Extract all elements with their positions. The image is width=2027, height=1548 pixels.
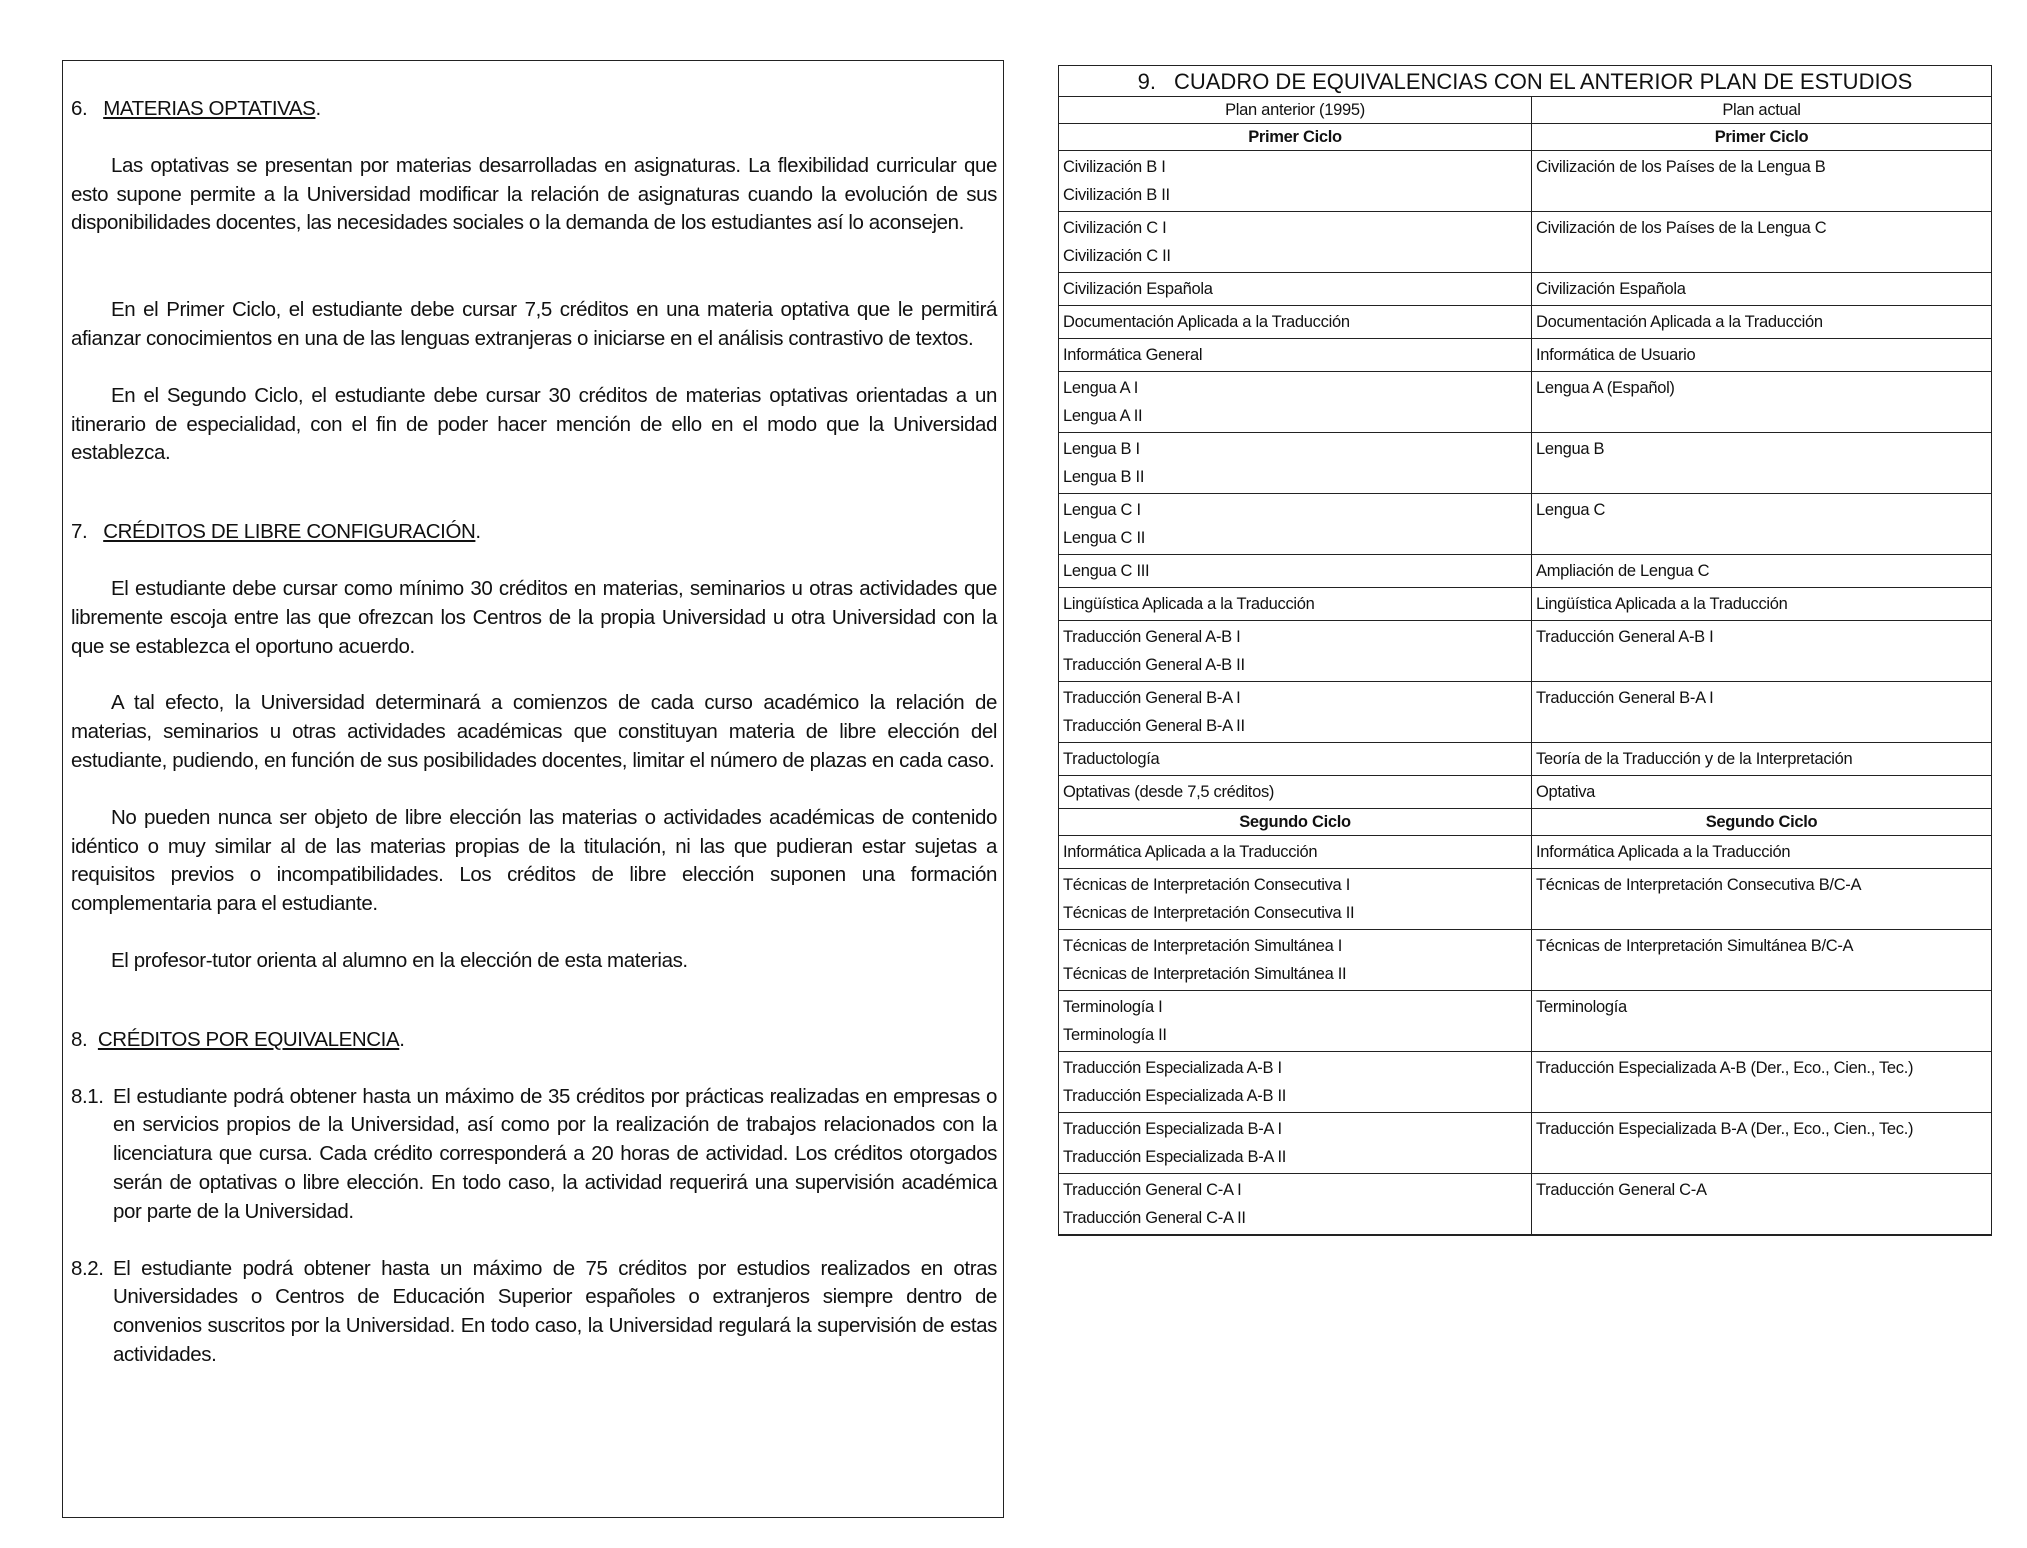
current-plan-cell xyxy=(1532,588,1992,621)
old-plan-cell xyxy=(1059,494,1532,555)
current-subject: Teoría de la Traducción y de la Interpretación xyxy=(1536,750,1853,768)
old-plan-cell xyxy=(1059,273,1532,306)
old-subject: Optativas (desde 7,5 créditos) xyxy=(1063,783,1275,801)
equivalence-table-panel xyxy=(1058,65,1992,1236)
section-7-title: CRÉDITOS DE LIBRE CONFIGURACIÓN xyxy=(103,520,476,544)
old-subject: Traducción Especializada A-B II xyxy=(1063,1087,1287,1105)
table-row xyxy=(1059,433,1991,494)
table-row xyxy=(1059,212,1991,273)
table-row xyxy=(1059,682,1991,743)
section-8-item-2 xyxy=(71,1255,997,1370)
old-subject: Lengua C I xyxy=(1063,501,1141,519)
current-plan-cell xyxy=(1532,212,1992,273)
cycle-2-header-new: Segundo Ciclo xyxy=(1532,809,1992,836)
old-subject: Traducción General C-A I xyxy=(1063,1181,1242,1199)
old-subject: Lengua C II xyxy=(1063,529,1146,547)
old-plan-cell xyxy=(1059,836,1532,869)
section-6-para-2: En el Primer Ciclo, el estudiante debe cursar 7,5 créditos en una materia optativa que le permitirá afianzar conocimientos en una de las lenguas extranjeras o iniciarse en el análisis contrastivo de textos. xyxy=(71,298,997,350)
table-row xyxy=(1059,1052,1991,1113)
section-9-number: 9. xyxy=(1137,69,1156,94)
old-plan-cell xyxy=(1059,1052,1532,1113)
cycle-1-header-new: Primer Ciclo xyxy=(1532,124,1992,151)
old-plan-cell xyxy=(1059,372,1532,433)
table-row xyxy=(1059,372,1991,433)
old-plan-cell xyxy=(1059,339,1532,372)
section-7-number: 7. xyxy=(71,520,88,544)
old-plan-cell xyxy=(1059,212,1532,273)
current-plan-cell xyxy=(1532,273,1992,306)
cycle-1-header-old: Primer Ciclo xyxy=(1059,124,1532,151)
section-6-para-1: Las optativas se presentan por materias desarrolladas en asignaturas. La flexibilidad curricular que esto supone permite a la Universidad modificar la relación de asignaturas cuando la evolución de sus disponibilidades docentes, las necesidades sociales o la demanda de los estudiantes así lo aconsejen. xyxy=(71,153,997,235)
cycle-1-header-row xyxy=(1059,124,1991,151)
old-subject: Técnicas de Interpretación Consecutiva II xyxy=(1063,904,1355,922)
current-subject: Técnicas de Interpretación Consecutiva B/C-A xyxy=(1536,876,1862,894)
current-subject: Documentación Aplicada a la Traducción xyxy=(1536,313,1823,331)
column-header-old-plan: Plan anterior (1995) xyxy=(1059,97,1532,124)
table-row xyxy=(1059,494,1991,555)
table-row xyxy=(1059,339,1991,372)
old-subject: Lengua A I xyxy=(1063,379,1138,397)
table-row xyxy=(1059,743,1991,776)
old-plan-cell xyxy=(1059,588,1532,621)
current-subject: Técnicas de Interpretación Simultánea B/C-A xyxy=(1536,937,1854,955)
old-subject: Civilización B I xyxy=(1063,158,1166,176)
equivalence-table-title xyxy=(1059,66,1991,97)
column-header-row xyxy=(1059,97,1991,124)
current-subject: Informática Aplicada a la Traducción xyxy=(1536,843,1791,861)
current-plan-cell xyxy=(1532,743,1992,776)
section-7-heading: 7. CRÉDITOS DE LIBRE CONFIGURACIÓN. xyxy=(71,518,997,547)
current-plan-cell xyxy=(1532,1113,1992,1174)
table-row xyxy=(1059,273,1991,306)
section-8-item-2-text: El estudiante podrá obtener hasta un máximo de 75 créditos por estudios realizados en otras Universidades o Centros de Educación Superior españoles o extranjeros siempre dentro de convenios suscritos por la Universidad. En todo caso, la Universidad regulará la supervisión de estas actividades. xyxy=(113,1256,997,1366)
current-plan-cell xyxy=(1532,621,1992,682)
current-subject: Informática de Usuario xyxy=(1536,346,1696,364)
current-plan-cell xyxy=(1532,991,1992,1052)
section-7-para-2: A tal efecto, la Universidad determinará a comienzos de cada curso académico la relación de materias, seminarios u otras actividades académicas que constituyan materia de libre elección del estudiante, pudiendo, en función de sus posibilidades docentes, limitar el número de plazas en cada caso. xyxy=(71,691,997,772)
current-subject: Traducción Especializada B-A (Der., Eco., Cien., Tec.) xyxy=(1536,1120,1914,1138)
old-subject: Lengua B II xyxy=(1063,468,1145,486)
table-row xyxy=(1059,1113,1991,1174)
old-subject: Traducción General B-A II xyxy=(1063,717,1245,735)
old-subject: Lengua B I xyxy=(1063,440,1140,458)
table-row xyxy=(1059,621,1991,682)
current-subject: Traducción General B-A I xyxy=(1536,689,1714,707)
section-9-title: CUADRO DE EQUIVALENCIAS CON EL ANTERIOR PLAN DE ESTUDIOS xyxy=(1173,69,1913,94)
old-plan-cell xyxy=(1059,306,1532,339)
section-8-item-1 xyxy=(71,1083,997,1227)
old-subject: Informática General xyxy=(1063,346,1203,364)
current-plan-cell xyxy=(1532,433,1992,494)
old-subject: Terminología II xyxy=(1063,1026,1167,1044)
current-subject: Traducción Especializada A-B (Der., Eco., Cien., Tec.) xyxy=(1536,1059,1914,1077)
old-subject: Técnicas de Interpretación Simultánea I xyxy=(1063,937,1343,955)
current-subject: Traducción General C-A xyxy=(1536,1181,1707,1199)
table-row xyxy=(1059,588,1991,621)
old-subject: Civilización Española xyxy=(1063,280,1213,298)
old-subject: Lengua C III xyxy=(1063,562,1150,580)
old-subject: Traducción General A-B II xyxy=(1063,656,1245,674)
section-8-title: CRÉDITOS POR EQUIVALENCIA xyxy=(97,1027,400,1051)
section-8-item-1-text: El estudiante podrá obtener hasta un máximo de 35 créditos por prácticas realizadas en empresas o en servicios propios de la Universidad, así como por la realización de trabajos relacionados con la licenciatura que cursa. Cada crédito corresponderá a 20 horas de actividad. Los créditos otorgados serán de optativas o libre elección. En todo caso, la actividad requerirá una supervisión académica por parte de la Universidad. xyxy=(113,1084,997,1223)
old-subject: Civilización C I xyxy=(1063,219,1167,237)
old-subject: Técnicas de Interpretación Simultánea II xyxy=(1063,965,1347,983)
old-plan-cell xyxy=(1059,991,1532,1052)
current-plan-cell xyxy=(1532,1052,1992,1113)
current-subject: Lengua A (Español) xyxy=(1536,379,1675,397)
section-8-item-1-number: 8.1. xyxy=(71,1084,104,1108)
section-6-number: 6. xyxy=(71,97,88,120)
section-8-number: 8. xyxy=(71,1027,88,1051)
old-subject: Informática Aplicada a la Traducción xyxy=(1063,843,1318,861)
old-subject: Traductología xyxy=(1063,750,1160,768)
current-plan-cell xyxy=(1532,555,1992,588)
old-subject: Lingüística Aplicada a la Traducción xyxy=(1063,595,1315,613)
table-row xyxy=(1059,836,1991,869)
current-plan-cell xyxy=(1532,682,1992,743)
current-subject: Terminología xyxy=(1536,998,1627,1016)
current-subject: Lengua B xyxy=(1536,440,1605,458)
section-8-item-2-number: 8.2. xyxy=(71,1256,104,1280)
old-subject: Traducción Especializada A-B I xyxy=(1063,1059,1282,1077)
current-plan-cell xyxy=(1532,494,1992,555)
old-subject: Traducción General B-A I xyxy=(1063,689,1241,707)
current-subject: Lingüística Aplicada a la Traducción xyxy=(1536,595,1788,613)
current-plan-cell xyxy=(1532,151,1992,212)
current-plan-cell xyxy=(1532,372,1992,433)
table-row xyxy=(1059,991,1991,1052)
current-plan-cell xyxy=(1532,930,1992,991)
current-subject: Lengua C xyxy=(1536,501,1606,519)
section-6-title: MATERIAS OPTATIVAS xyxy=(103,97,316,120)
old-subject: Traducción General A-B I xyxy=(1063,628,1241,646)
section-6-heading: 6. MATERIAS OPTATIVAS. xyxy=(71,95,997,124)
old-plan-cell xyxy=(1059,621,1532,682)
table-row xyxy=(1059,555,1991,588)
current-plan-cell xyxy=(1532,776,1992,809)
old-plan-cell xyxy=(1059,930,1532,991)
old-plan-cell xyxy=(1059,1113,1532,1174)
current-plan-cell xyxy=(1532,869,1992,930)
column-header-current-plan: Plan actual xyxy=(1532,97,1992,124)
table-row xyxy=(1059,776,1991,809)
cycle-2-header-row xyxy=(1059,809,1991,836)
current-subject: Civilización de los Países de la Lengua B xyxy=(1536,158,1826,176)
equivalence-table xyxy=(1059,97,1991,1235)
current-plan-cell xyxy=(1532,1174,1992,1235)
old-subject: Técnicas de Interpretación Consecutiva I xyxy=(1063,876,1350,894)
current-plan-cell xyxy=(1532,339,1992,372)
current-subject: Civilización Española xyxy=(1536,280,1686,298)
table-row xyxy=(1059,306,1991,339)
current-plan-cell xyxy=(1532,836,1992,869)
section-7-para-4: El profesor-tutor orienta al alumno en la elección de esta materias. xyxy=(111,948,688,972)
old-plan-cell xyxy=(1059,776,1532,809)
section-6-para-3: En el Segundo Ciclo, el estudiante debe cursar 30 créditos de materias optativas orientadas a un itinerario de especialidad, con el fin de poder hacer mención de ello en el modo que la Universidad establezca. xyxy=(71,383,997,465)
old-subject: Traducción Especializada B-A II xyxy=(1063,1148,1287,1166)
current-subject: Ampliación de Lengua C xyxy=(1536,562,1710,580)
table-row xyxy=(1059,930,1991,991)
old-plan-cell xyxy=(1059,682,1532,743)
old-subject: Terminología I xyxy=(1063,998,1163,1016)
table-row xyxy=(1059,151,1991,212)
old-plan-cell xyxy=(1059,743,1532,776)
old-subject: Traducción General C-A II xyxy=(1063,1209,1246,1227)
current-subject: Civilización de los Países de la Lengua C xyxy=(1536,219,1827,237)
old-plan-cell xyxy=(1059,1174,1532,1235)
old-plan-cell xyxy=(1059,555,1532,588)
section-7-para-1: El estudiante debe cursar como mínimo 30 créditos en materias, seminarios u otras actividades que libremente escoja entre las que ofrezcan los Centros de la propia Universidad u otra Universidad con la que se establezca el oportuno acuerdo. xyxy=(71,576,997,658)
old-plan-cell xyxy=(1059,433,1532,494)
old-plan-cell xyxy=(1059,151,1532,212)
old-subject: Civilización C II xyxy=(1063,247,1171,265)
table-row xyxy=(1059,1174,1991,1235)
left-text-panel xyxy=(62,60,1004,1518)
old-subject: Traducción Especializada B-A I xyxy=(1063,1120,1282,1138)
cycle-2-header-old: Segundo Ciclo xyxy=(1059,809,1532,836)
section-7-para-3: No pueden nunca ser objeto de libre elección las materias o actividades académicas de contenido idéntico o muy similar al de las materias propias de la titulación, ni las que pudieran estar sujetas a requisitos previos o incompatibilidades. Los créditos de libre elección suponen una formación complementaria para el estudiante. xyxy=(71,805,997,916)
old-subject: Documentación Aplicada a la Traducción xyxy=(1063,313,1350,331)
current-subject: Optativa xyxy=(1536,783,1596,801)
table-row xyxy=(1059,869,1991,930)
old-plan-cell xyxy=(1059,869,1532,930)
section-8-heading: 8. CRÉDITOS POR EQUIVALENCIA. xyxy=(71,1026,997,1055)
old-subject: Lengua A II xyxy=(1063,407,1143,425)
current-subject: Traducción General A-B I xyxy=(1536,628,1714,646)
current-plan-cell xyxy=(1532,306,1992,339)
old-subject: Civilización B II xyxy=(1063,186,1170,204)
